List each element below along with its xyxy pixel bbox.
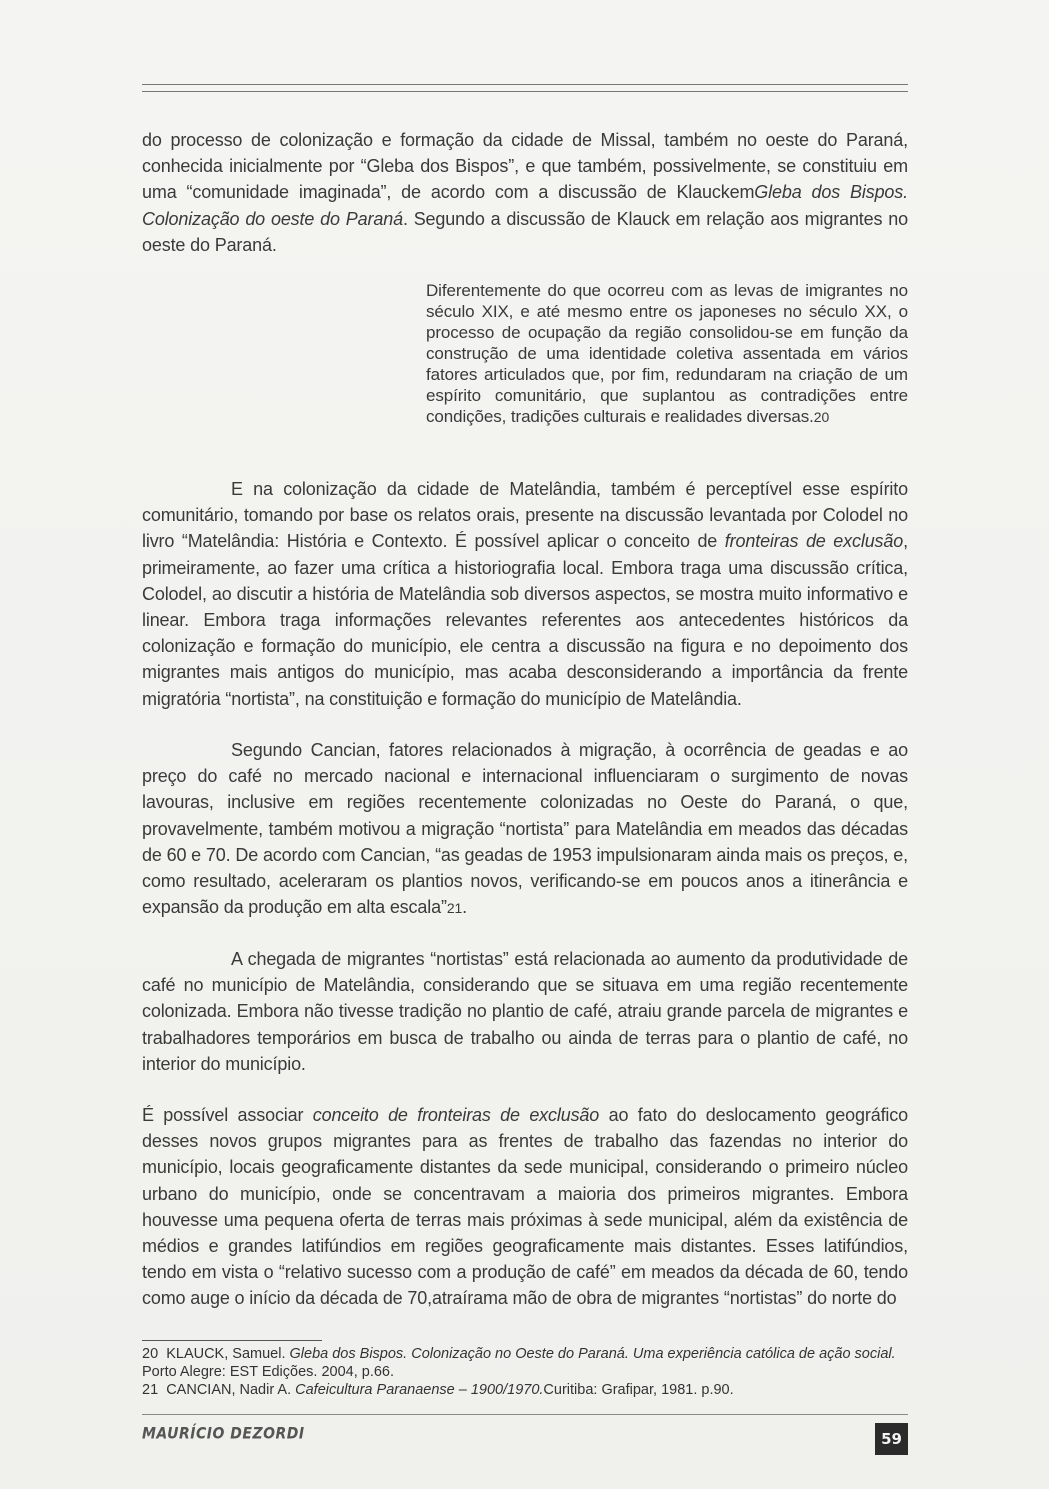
footnote-text: KLAUCK, Samuel. [166,1346,290,1362]
quote-text: Diferentemente do que ocorreu com as levas de imigrantes no século XIX, e até mesmo entre os japoneses no século XX, o processo de ocupação da região consolidou-se em função da construção de uma identidade coletiva assentada em vários fatores articulados que, por fim, redundaram na criação de um espírito comunitário, que suplantou as contradições entre condições, tradições culturais e realidades diversas. [426,281,908,426]
paragraph-text: ao fato do deslocamento geográfico desses novos grupos migrantes para as frentes de trabalho das fazendas no interior do município, locais geograficamente distantes da sede municipal, considerando o primeiro núcleo urbano do município, onde se concentravam a maioria dos primeiros migrantes. Embora houvesse uma pequena oferta de terras mais próximas à sede municipal, além da existência de médios e grandes latifúndios em regiões geograficamente mais distantes. Esses latifúndios, tendo em vista o “relativo sucesso com a produção de café” em meados da década de 60, tendo como auge o início da década de 70,atraírama mão de obra de migrantes “nortistas” do norte do [142,1105,908,1309]
footnote-21 [142,1381,908,1399]
footnote-ref-21: 21 [446,900,463,917]
paragraph-text: E na colonização da cidade de Matelândia, também é perceptível esse espírito comunitário, tomando por base os relatos orais, presente na discussão levantada por Colodel no livro “Matelândia: História e Contexto. É possível aplicar o conceito de [142,479,908,552]
paragraph-text: . Segundo a discussão de Klauck em relação aos migrantes no oeste do Paraná. [142,208,908,255]
footnote-separator [142,1340,322,1341]
italic-title: Gleba dos Bispos. Colonização do oeste do Paraná [142,182,908,229]
footnote-number: 21 [142,1382,159,1398]
paragraph-3 [142,737,908,921]
footer-rule [142,1414,908,1415]
paragraph-text: do processo de colonização e formação da cidade de Missal, também no oeste do Paraná, conhecida inicialmente por “Gleba dos Bispos”, e que também, possivelmente, se constituiu em uma “comunidade imaginada”, de acordo com a discussão de Klauckem [142,130,908,203]
page-number: 59 [875,1423,908,1455]
footnote-text: CANCIAN, Nadir A. [166,1382,296,1398]
footnote-number: 20 [142,1346,159,1362]
footnote-italic: Cafeicultura Paranaense – 1900/1970. [295,1382,544,1398]
paragraph-2 [142,476,908,712]
italic-term: fronteiras de exclusão [724,531,904,552]
block-quote [426,280,908,428]
footnote-text: Curitiba: Grafipar, 1981. p.90. [543,1382,734,1398]
paragraph-text: A chegada de migrantes “nortistas” está relacionada ao aumento da produtividade de café no município de Matelândia, considerando que se situava em uma região recentemente colonizada. Embora não tivesse tradição no plantio de café, atraiu grande parcela de migrantes e trabalhadores temporários em busca de trabalho ou ainda de terras para o plantio de café, no interior do município. [142,949,908,1074]
header-double-rule [142,84,908,92]
footnote-ref-20: 20 [813,409,830,425]
paragraph-text: É possível associar [142,1105,313,1125]
footnote-italic: Gleba dos Bispos. Colonização no Oeste do Paraná. Uma experiência católica de ação social. [289,1346,896,1362]
italic-term: conceito de fronteiras de exclusão [312,1105,600,1125]
paragraph-text: . [462,897,467,918]
paragraph-4 [142,946,908,1077]
paragraph-1 [142,127,908,258]
footnote-text: Porto Alegre: EST Edições. 2004, p.66. [142,1364,395,1380]
footnote-20 [142,1345,908,1381]
footer-author: MAURÍCIO DEZORDI [142,1424,305,1444]
paragraph-text: Segundo Cancian, fatores relacionados à migração, à ocorrência de geadas e ao preço do café no mercado nacional e internacional influenciaram o surgimento de novas lavouras, inclusive em regiões recentemente colonizadas no Oeste do Paraná, o que, provavelmente, também motivou a migração “nortista” para Matelândia em meados das décadas de 60 e 70. De acordo com Cancian, “as geadas de 1953 impulsionaram ainda mais os preços, e, como resultado, aceleraram os plantios novos, verificando-se em poucos anos a itinerância e expansão da produção em alta escala” [142,740,908,918]
footnotes [142,1345,908,1399]
paragraph-5 [142,1102,908,1312]
paragraph-text: , primeiramente, ao fazer uma crítica a historiografia local. Embora traga uma discussão crítica, Colodel, ao discutir a história de Matelândia sob diversos aspectos, se mostra muito informativo e linear. Embora traga informações relevantes referentes aos antecedentes históricos da colonização e formação do município, ele centra a discussão na figura e no depoimento dos migrantes mais antigos do município, mas acaba desconsiderando a importância da frente migratória “nortista”, na constituição e formação do município de Matelândia. [142,531,908,709]
